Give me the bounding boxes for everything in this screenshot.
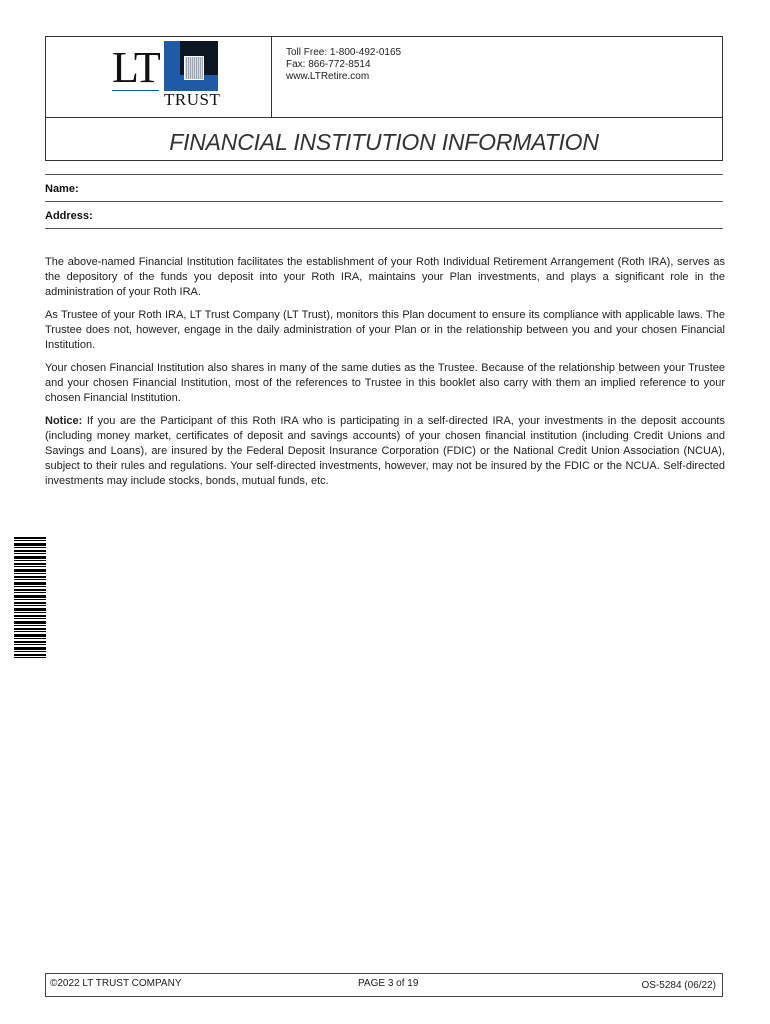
logo-lt-text: LT — [112, 43, 160, 92]
barcode-icon — [14, 537, 46, 659]
address-field-line[interactable] — [45, 228, 723, 229]
name-field-label: Name: — [45, 183, 79, 195]
name-field-line[interactable] — [45, 201, 723, 202]
contact-info — [286, 47, 401, 83]
logo-cell — [46, 37, 272, 117]
logo-trust-text: TRUST — [164, 90, 221, 109]
divider — [45, 174, 723, 175]
footer-copyright: ©2022 LT TRUST COMPANY — [50, 978, 182, 989]
document-header — [45, 36, 723, 161]
notice-text: If you are the Participant of this Roth IRA who is participating in a self-directed IRA, your investments in the deposit accounts (including money market, certificates of deposit and savings accounts) of your chosen financial institution (including Credit Unions and Savings and Loans), are insured by the Federal Deposit Insurance Corporation (FDIC) or the National Credit Union Association (NCUA), subject to their rules and regulations. Your self-directed investments, however, may not be insured by the FDIC or the NCUA. Self-directed investments may include stocks, bonds, mutual funds, etc. — [45, 415, 725, 487]
header-divider — [46, 117, 722, 118]
logo-underline — [112, 90, 159, 91]
paragraph-notice — [45, 414, 725, 489]
website-link[interactable]: www.LTRetire.com — [286, 71, 370, 82]
toll-free-number: Toll Free: 1-800-492-0165 — [286, 47, 402, 58]
paragraph-trustee-role: As Trustee of your Roth IRA, LT Trust Company (LT Trust), monitors this Plan document to ensure its compliance with applicable laws. The Trustee does not, however, engage in the daily administration of your Plan or in the relationship between you and your chosen Financial Institution. — [45, 309, 725, 351]
paragraph-institution-role: The above-named Financial Institution facilitates the establishment of your Roth Individual Retirement Arrangement (Roth IRA), serves as the depository of the funds you deposit into your Roth IRA, maintains your Plan investments, and plays a significant role in the administration of your Roth IRA. — [45, 256, 725, 298]
body-text — [45, 255, 725, 497]
footer-page-number: PAGE 3 of 19 — [358, 978, 419, 989]
footer-form-number: OS-5284 (06/22) — [641, 980, 716, 991]
page-title: FINANCIAL INSTITUTION INFORMATION — [169, 129, 599, 155]
logo-mark-icon — [164, 41, 218, 91]
notice-label: Notice: — [45, 415, 83, 427]
address-field-label: Address: — [45, 210, 93, 222]
page-footer — [45, 973, 723, 997]
paragraph-shared-duties: Your chosen Financial Institution also shares in many of the same duties as the Trustee. Because of the relationship between your Trustee and your chosen Financial Institution, most of the references to Trustee in this booklet also carry with them an implied reference to your chosen Financial Institution. — [45, 362, 725, 404]
fax-number: Fax: 866-772-8514 — [286, 59, 371, 70]
